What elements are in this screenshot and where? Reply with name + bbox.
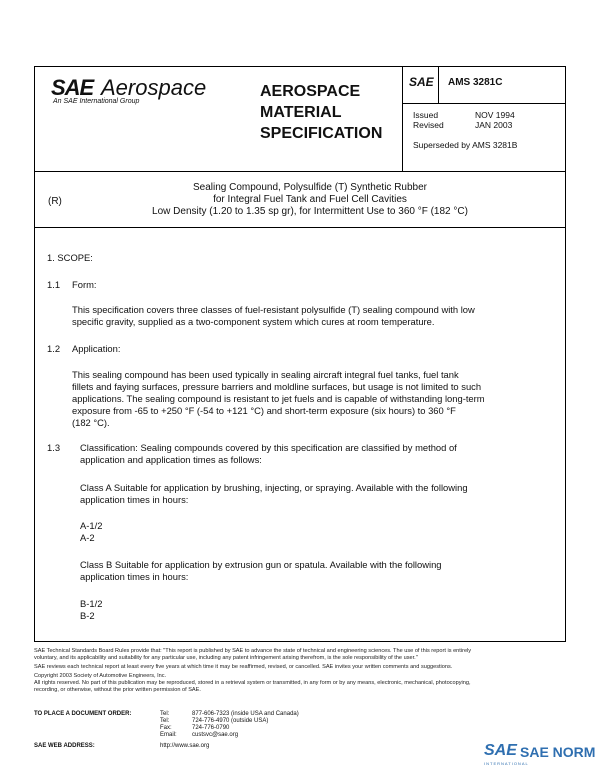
- paragraph: Classification: Sealing compounds covered by this specification are classified by method of application and application times as follows:: [80, 442, 457, 465]
- revised-label: Revised: [413, 120, 444, 130]
- superseded-note: Superseded by AMS 3281B: [413, 140, 518, 150]
- watermark-sub: INTERNATIONAL: [484, 761, 529, 766]
- section-number: 1.1: [47, 279, 61, 290]
- watermark-sae-logo: SAE: [484, 742, 517, 759]
- logo-subtitle: An SAE International Group: [53, 98, 140, 105]
- web-link[interactable]: http://www.sae.org: [160, 743, 210, 749]
- list-item: A-1/2: [80, 520, 103, 531]
- revision-mark: (R): [48, 196, 62, 207]
- list-item: B-1/2: [80, 598, 103, 609]
- section-title: Application:: [72, 343, 121, 354]
- divider: [402, 103, 566, 104]
- issued-date: NOV 1994: [475, 110, 515, 120]
- document-type-title: AEROSPACE MATERIAL SPECIFICATION: [260, 83, 383, 142]
- class-b-list: [80, 598, 102, 622]
- subject-title: Sealing Compound, Polysulfide (T) Synthetic Rubber for Integral Fuel Tank and Fuel Cell Cavities Low Density (1.20 to 1.35 sp gr), for Intermittent Use to 360 °F (182 °C): [152, 182, 468, 217]
- watermark-norm: SAE NORM: [520, 744, 596, 760]
- list-item: B-2: [80, 610, 95, 621]
- order-label: TO PLACE A DOCUMENT ORDER:: [34, 711, 132, 717]
- paragraph: This sealing compound has been used typically in sealing aircraft integral fuel tanks, fuel tank fillets and faying surfaces, pressure barriers and moldline surfaces, but usage is not limited to such applications. The sealing compound is resistant to jet fuels and is capable of withstanding long-term exposure from -65 to +250 °F (-54 to +121 °C) and short-term exposure (six hours) to 360 °F (182 °C).: [72, 369, 485, 428]
- list-item: A-2: [80, 532, 95, 543]
- web-label: SAE WEB ADDRESS:: [34, 743, 95, 749]
- ams-number: AMS 3281C: [448, 77, 503, 88]
- issued-label: Issued: [413, 110, 439, 120]
- class-a-list: [80, 520, 102, 544]
- section-scope: 1. SCOPE:: [47, 252, 93, 263]
- paragraph: This specification covers three classes of fuel-resistant polysulfide (T) sealing compound with low specific gravity, supplied as a two-component system which cures at room temperature.: [72, 304, 475, 327]
- header-box: [34, 66, 566, 172]
- divider: [438, 67, 439, 103]
- footer-notice: SAE Technical Standards Board Rules provide that: "This report is published by SAE to advance the state of technical and engineering sciences. The use of this report is entirely voluntary, and its applicability and suitability for any particular use, including any patent infringement arising therefrom, is the sole responsibility of the user." SAE reviews each technical report at least every five years at which time it may be reaffirmed, revised, or cancelled. SAE invites your written comments and suggestions. Copyright 2003 Society of Automotive Engineers, Inc. All rights reserved. No part of this publication may be reproduced, stored in a retrieval system or transmitted, in any form or by any means, electronic, mechanical, photocopying, recording, or otherwise, without the prior written permission of SAE.: [34, 648, 472, 693]
- logo-sae: SAE: [51, 75, 94, 100]
- logo-aerospace: Aerospace: [101, 75, 207, 100]
- contact-labels: Tel: Tel: Fax: Email:: [160, 711, 177, 738]
- class-b-paragraph: Class B Suitable for application by extrusion gun or spatula. Available with the following application times in hours:: [80, 559, 442, 582]
- sae-small-logo: SAE: [409, 75, 434, 89]
- revised-date: JAN 2003: [475, 120, 513, 130]
- section-title: Form:: [72, 279, 97, 290]
- contact-values: 877-606-7323 (inside USA and Canada) 724-776-4970 (outside USA) 724-776-0790 custsvc@sae.org: [192, 711, 299, 738]
- class-a-paragraph: Class A Suitable for application by brushing, injecting, or spraying. Available with the following application times in hours:: [80, 482, 468, 505]
- section-number: 1.2: [47, 343, 61, 354]
- divider: [402, 67, 403, 171]
- section-number: 1.3: [47, 442, 61, 453]
- email-link[interactable]: custsvc@sae.org: [192, 732, 239, 738]
